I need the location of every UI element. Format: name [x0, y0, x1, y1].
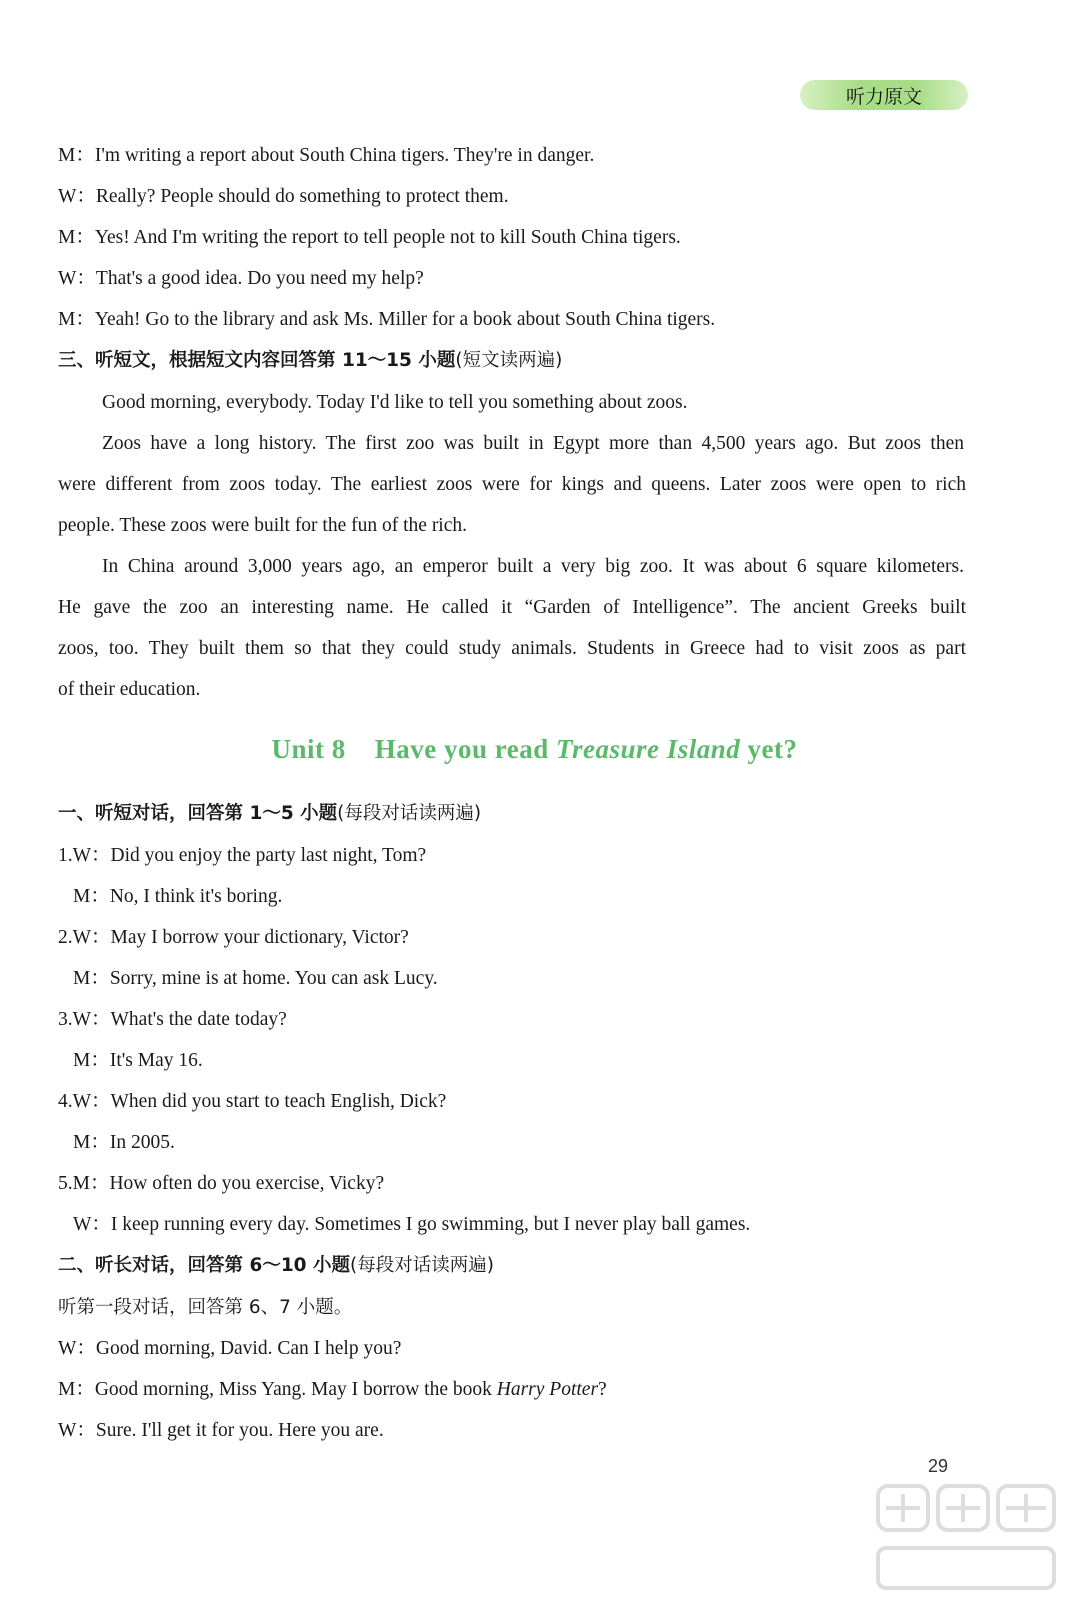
section-heading-note: (短文读两遍) — [455, 350, 563, 371]
question-line: M：In 2005. — [73, 1132, 175, 1153]
question-line: 5.M：How often do you exercise, Vicky? — [58, 1173, 385, 1194]
watermark-logo-icon — [872, 1478, 1062, 1596]
unit-title-suffix: yet? — [740, 734, 798, 764]
unit-title-book: Treasure Island — [556, 734, 741, 764]
dialogue-line: W：Really? People should do something to protect them. — [58, 186, 509, 207]
passage-line: He gave the zoo an interesting name. He called it “Garden of Intelligence”. The ancient Greeks built — [58, 597, 966, 618]
passage-line: In China around 3,000 years ago, an emperor built a very big zoo. It was about 6 square kilometers. — [102, 556, 964, 577]
dialogue-line: M：Yeah! Go to the library and ask Ms. Miller for a book about South China tigers. — [58, 309, 716, 330]
passage-line: of their education. — [58, 679, 201, 700]
book-title: Harry Potter — [496, 1379, 599, 1400]
passage-line: were different from zoos today. The earliest zoos were for kings and queens. Later zoos were open to rich — [58, 474, 966, 495]
section-heading — [58, 802, 481, 826]
section-heading-note: (每段对话读两遍) — [337, 803, 482, 824]
passage-line: Zoos have a long history. The first zoo was built in Egypt more than 4,500 years ago. But zoos then — [102, 433, 964, 454]
section-heading-note: (每段对话读两遍) — [350, 1255, 494, 1276]
unit-title — [0, 734, 1069, 765]
dialogue-line: W：Good morning, David. Can I help you? — [58, 1338, 402, 1359]
question-line: 4.W：When did you start to teach English, Dick? — [58, 1091, 447, 1112]
page-number: 29 — [928, 1456, 949, 1476]
dialogue-line: M：I'm writing a report about South China tigers. They're in danger. — [58, 145, 595, 166]
passage-line: Good morning, everybody. Today I'd like to tell you something about zoos. — [102, 392, 688, 413]
passage-line: people. These zoos were built for the fun of the rich. — [58, 515, 468, 536]
section-heading-text: 三、听短文，根据短文内容回答第 11～15 小题 — [58, 350, 456, 371]
section-heading — [58, 349, 562, 373]
dialogue-line — [58, 1378, 607, 1402]
unit-title-prefix: Unit 8 Have you read — [271, 734, 556, 764]
question-line: 3.W：What's the date today? — [58, 1009, 287, 1030]
dialogue-line: W：Sure. I'll get it for you. Here you are. — [58, 1420, 384, 1441]
passage-line: zoos, too. They built them so that they could study animals. Students in Greece had to visit zoos as part — [58, 638, 966, 659]
dialogue-text: M：Good morning, Miss Yang. May I borrow the book — [58, 1379, 497, 1400]
dialogue-line: M：Yes! And I'm writing the report to tell people not to kill South China tigers. — [58, 227, 681, 248]
dialogue-text: ? — [598, 1379, 607, 1400]
section-heading — [58, 1254, 494, 1278]
question-line: M：It's May 16. — [73, 1050, 203, 1071]
question-line: M：No, I think it's boring. — [73, 886, 283, 907]
section-heading-text: 二、听长对话，回答第 6～10 小题 — [58, 1255, 350, 1276]
dialogue-line: W：That's a good idea. Do you need my help? — [58, 268, 424, 289]
question-line: W：I keep running every day. Sometimes I go swimming, but I never play ball games. — [73, 1214, 751, 1235]
question-line: 1.W：Did you enjoy the party last night, Tom? — [58, 845, 427, 866]
section-heading-text: 一、听短对话，回答第 1～5 小题 — [58, 803, 338, 824]
section-tag: 听力原文 — [800, 80, 968, 110]
question-line: M：Sorry, mine is at home. You can ask Lucy. — [73, 968, 438, 989]
question-line: 2.W：May I borrow your dictionary, Victor? — [58, 927, 409, 948]
dialogue-intro: 听第一段对话，回答第 6、7 小题。 — [58, 1297, 353, 1318]
